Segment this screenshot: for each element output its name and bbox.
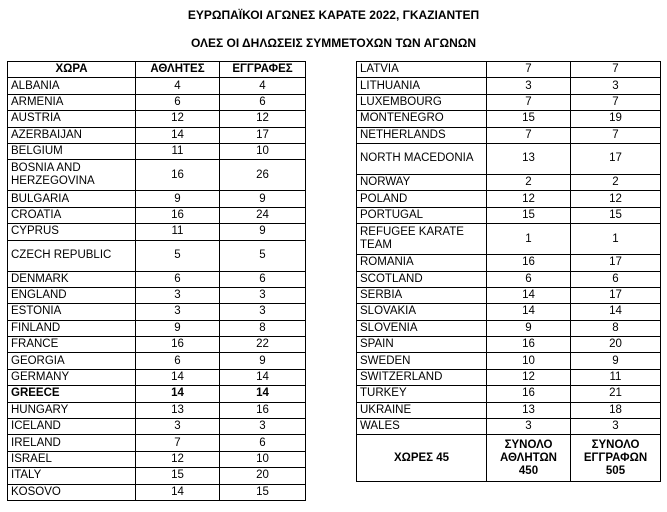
athletes-cell: 4 — [136, 78, 220, 94]
entries-cell: 7 — [571, 127, 661, 143]
entries-cell: 15 — [220, 484, 306, 500]
table-row — [8, 287, 306, 303]
entries-cell: 14 — [220, 369, 306, 385]
country-cell: ROMANIA — [357, 255, 487, 271]
athletes-cell: 10 — [487, 353, 571, 369]
country-cell: CYPRUS — [8, 224, 136, 240]
country-cell: ITALY — [8, 468, 136, 484]
athletes-cell: 6 — [136, 271, 220, 287]
table-row — [8, 271, 306, 287]
table-row — [357, 353, 661, 369]
entries-total-value: 505 — [605, 464, 626, 477]
country-cell: BELGIUM — [8, 143, 136, 159]
entries-total-cell — [571, 435, 661, 482]
athletes-cell: 3 — [136, 419, 220, 435]
athletes-cell: 12 — [487, 369, 571, 385]
athletes-cell: 12 — [136, 451, 220, 467]
athletes-cell: 12 — [136, 111, 220, 127]
athletes-cell: 13 — [487, 402, 571, 418]
entries-cell: 10 — [220, 451, 306, 467]
table-row — [357, 419, 661, 435]
table-row — [8, 160, 306, 191]
athletes-cell: 14 — [136, 386, 220, 402]
countries-total: ΧΩΡΕΣ 45 — [357, 435, 487, 482]
country-cell: IRELAND — [8, 435, 136, 451]
table-row — [8, 369, 306, 385]
athletes-total-value: 450 — [518, 464, 539, 477]
entries-cell: 12 — [571, 191, 661, 207]
country-cell: FINLAND — [8, 320, 136, 336]
country-cell: LITHUANIA — [357, 78, 487, 94]
entries-cell: 7 — [571, 94, 661, 110]
column-header-entries: ΕΓΓΡΑΦΕΣ — [220, 62, 306, 78]
table-row — [357, 337, 661, 353]
entries-cell: 14 — [220, 386, 306, 402]
entries-cell: 17 — [571, 143, 661, 174]
athletes-total-cell — [487, 435, 571, 482]
table-row — [8, 304, 306, 320]
entries-cell: 8 — [571, 320, 661, 336]
entries-table-left — [7, 61, 306, 501]
country-cell: SCOTLAND — [357, 271, 487, 287]
country-cell: SERBIA — [357, 287, 487, 303]
country-cell: ICELAND — [8, 419, 136, 435]
entries-cell: 3 — [220, 419, 306, 435]
entries-cell: 18 — [571, 402, 661, 418]
athletes-cell: 15 — [487, 207, 571, 223]
country-cell: BOSNIA AND HERZEGOVINA — [8, 160, 136, 191]
athletes-cell: 6 — [136, 94, 220, 110]
country-cell: PORTUGAL — [357, 207, 487, 223]
athletes-cell: 16 — [487, 337, 571, 353]
athletes-cell: 14 — [136, 484, 220, 500]
country-cell: SWEDEN — [357, 353, 487, 369]
athletes-cell: 11 — [136, 143, 220, 159]
entries-cell: 15 — [571, 207, 661, 223]
entries-cell: 3 — [220, 287, 306, 303]
athletes-cell: 16 — [136, 207, 220, 223]
country-cell: CZECH REPUBLIC — [8, 240, 136, 271]
country-cell: TURKEY — [357, 386, 487, 402]
table-row — [357, 94, 661, 110]
column-header-athletes: ΑΘΛΗΤΕΣ — [136, 62, 220, 78]
table-row — [8, 468, 306, 484]
athletes-cell: 14 — [487, 304, 571, 320]
athletes-cell: 7 — [487, 94, 571, 110]
column-header-country: ΧΩΡΑ — [8, 62, 136, 78]
athletes-cell: 3 — [487, 419, 571, 435]
athletes-cell: 16 — [487, 255, 571, 271]
entries-total-label: ΣΥΝΟΛΟ ΕΓΓΡΑΦΩΝ — [583, 438, 648, 464]
table-row — [357, 287, 661, 303]
entries-cell: 3 — [220, 304, 306, 320]
entries-cell: 20 — [571, 337, 661, 353]
country-cell: ALBANIA — [8, 78, 136, 94]
entries-cell: 22 — [220, 337, 306, 353]
country-cell: REFUGEE KARATE TEAM — [357, 224, 487, 255]
table-row — [8, 191, 306, 207]
country-cell: NETHERLANDS — [357, 127, 487, 143]
athletes-cell: 9 — [487, 320, 571, 336]
country-cell: SLOVAKIA — [357, 304, 487, 320]
entries-cell: 9 — [220, 353, 306, 369]
entries-cell: 17 — [571, 255, 661, 271]
country-cell: ARMENIA — [8, 94, 136, 110]
country-cell: HUNGARY — [8, 402, 136, 418]
entries-cell: 21 — [571, 386, 661, 402]
athletes-cell: 6 — [136, 353, 220, 369]
table-row — [357, 62, 661, 78]
entries-cell: 3 — [571, 419, 661, 435]
athletes-cell: 6 — [487, 271, 571, 287]
country-cell: FRANCE — [8, 337, 136, 353]
document-subtitle: ΟΛΕΣ ΟΙ ΔΗΛΩΣΕΙΣ ΣΥΜΜΕΤΟΧΩΝ ΤΩΝ ΑΓΩΝΩΝ — [190, 36, 477, 50]
entries-cell: 8 — [220, 320, 306, 336]
entries-cell: 24 — [220, 207, 306, 223]
table-row — [8, 320, 306, 336]
entries-cell: 9 — [220, 224, 306, 240]
country-cell: SWITZERLAND — [357, 369, 487, 385]
entries-cell: 19 — [571, 111, 661, 127]
country-cell: KOSOVO — [8, 484, 136, 500]
athletes-cell: 13 — [487, 143, 571, 174]
table-row — [357, 191, 661, 207]
entries-cell: 20 — [220, 468, 306, 484]
athletes-cell: 15 — [487, 111, 571, 127]
athletes-cell: 11 — [136, 224, 220, 240]
athletes-cell: 3 — [487, 78, 571, 94]
table-row — [8, 78, 306, 94]
table-row — [357, 320, 661, 336]
athletes-cell: 9 — [136, 320, 220, 336]
country-cell: WALES — [357, 419, 487, 435]
athletes-cell: 1 — [487, 224, 571, 255]
entries-cell: 14 — [571, 304, 661, 320]
athletes-cell: 15 — [136, 468, 220, 484]
table-row — [8, 94, 306, 110]
country-cell: AZERBAIJAN — [8, 127, 136, 143]
table-row — [357, 224, 661, 255]
entries-cell: 9 — [220, 191, 306, 207]
table-row — [8, 484, 306, 500]
athletes-cell: 7 — [136, 435, 220, 451]
table-row — [357, 304, 661, 320]
table-row — [8, 207, 306, 223]
entries-cell: 2 — [571, 174, 661, 190]
table-row — [357, 271, 661, 287]
table-row — [8, 127, 306, 143]
entries-cell: 16 — [220, 402, 306, 418]
entries-cell: 6 — [571, 271, 661, 287]
table-row — [357, 174, 661, 190]
athletes-cell: 7 — [487, 62, 571, 78]
header-row — [8, 62, 306, 78]
entries-cell: 26 — [220, 160, 306, 191]
entries-cell: 5 — [220, 240, 306, 271]
country-cell: MONTENEGRO — [357, 111, 487, 127]
country-cell: SPAIN — [357, 337, 487, 353]
country-cell: GREECE — [8, 386, 136, 402]
table-row — [8, 402, 306, 418]
table-row — [8, 111, 306, 127]
summary-row — [357, 435, 661, 482]
country-cell: SLOVENIA — [357, 320, 487, 336]
table-row — [8, 224, 306, 240]
country-cell: UKRAINE — [357, 402, 487, 418]
table-row — [8, 240, 306, 271]
athletes-cell: 14 — [487, 287, 571, 303]
entries-cell: 11 — [571, 369, 661, 385]
entries-cell: 4 — [220, 78, 306, 94]
entries-cell: 17 — [571, 287, 661, 303]
table-row — [357, 111, 661, 127]
country-cell: CROATIA — [8, 207, 136, 223]
athletes-cell: 13 — [136, 402, 220, 418]
entries-cell: 6 — [220, 435, 306, 451]
table-row — [357, 402, 661, 418]
country-cell: NORTH MACEDONIA — [357, 143, 487, 174]
entries-cell: 7 — [571, 62, 661, 78]
table-row — [357, 127, 661, 143]
entries-cell: 17 — [220, 127, 306, 143]
table-row — [357, 369, 661, 385]
athletes-cell: 3 — [136, 304, 220, 320]
athletes-total-label: ΣΥΝΟΛΟ ΑΘΛΗΤΩΝ — [500, 438, 557, 464]
table-row — [8, 386, 306, 402]
athletes-cell: 3 — [136, 287, 220, 303]
entries-table-right — [356, 61, 661, 482]
athletes-cell: 5 — [136, 240, 220, 271]
country-cell: POLAND — [357, 191, 487, 207]
athletes-cell: 7 — [487, 127, 571, 143]
entries-cell: 1 — [571, 224, 661, 255]
table-row — [357, 207, 661, 223]
table-row — [8, 353, 306, 369]
table-row — [8, 419, 306, 435]
country-cell: ENGLAND — [8, 287, 136, 303]
country-cell: DENMARK — [8, 271, 136, 287]
country-cell: GEORGIA — [8, 353, 136, 369]
table-row — [8, 451, 306, 467]
table-row — [357, 386, 661, 402]
country-cell: GERMANY — [8, 369, 136, 385]
table-row — [357, 255, 661, 271]
entries-cell: 6 — [220, 271, 306, 287]
country-cell: LATVIA — [357, 62, 487, 78]
athletes-cell: 16 — [487, 386, 571, 402]
athletes-cell: 14 — [136, 369, 220, 385]
athletes-cell: 12 — [487, 191, 571, 207]
entries-cell: 12 — [220, 111, 306, 127]
athletes-cell: 2 — [487, 174, 571, 190]
athletes-cell: 16 — [136, 160, 220, 191]
country-cell: LUXEMBOURG — [357, 94, 487, 110]
country-cell: ESTONIA — [8, 304, 136, 320]
document-title: ΕΥΡΩΠΑΪΚΟΙ ΑΓΩΝΕΣ ΚΑΡΑΤΕ 2022, ΓΚΑΖΙΑΝΤΕΠ — [187, 8, 480, 22]
athletes-cell: 16 — [136, 337, 220, 353]
table-row — [8, 435, 306, 451]
country-cell: ISRAEL — [8, 451, 136, 467]
table-row — [357, 78, 661, 94]
country-cell: AUSTRIA — [8, 111, 136, 127]
entries-cell: 3 — [571, 78, 661, 94]
table-row — [357, 143, 661, 174]
table-row — [8, 143, 306, 159]
country-cell: BULGARIA — [8, 191, 136, 207]
country-cell: NORWAY — [357, 174, 487, 190]
table-row — [8, 337, 306, 353]
entries-cell: 10 — [220, 143, 306, 159]
entries-cell: 9 — [571, 353, 661, 369]
athletes-cell: 14 — [136, 127, 220, 143]
athletes-cell: 9 — [136, 191, 220, 207]
entries-cell: 6 — [220, 94, 306, 110]
